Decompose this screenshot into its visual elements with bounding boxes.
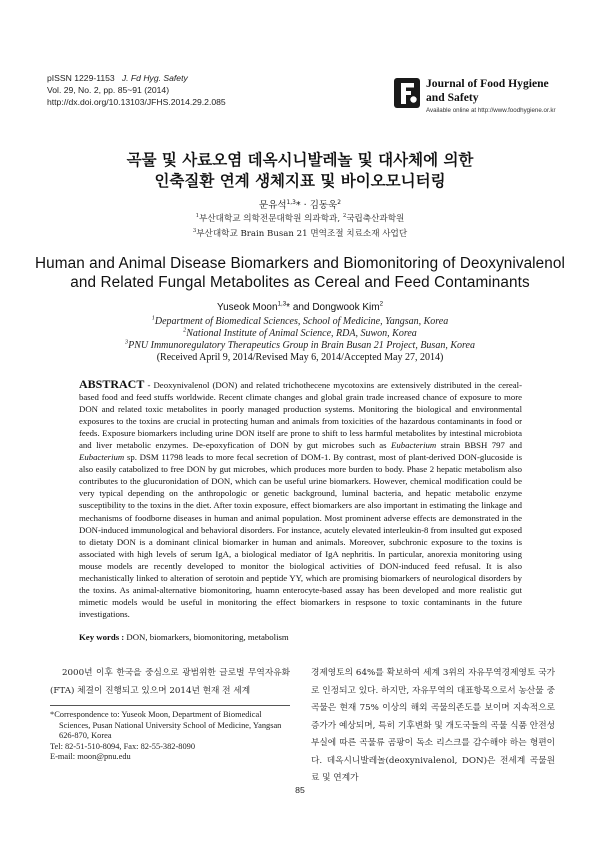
footnote-divider	[50, 705, 290, 706]
body-left-paragraph: 2000년 이후 한국을 중심으로 광범위한 글로벌 무역자유화(FTA) 체결이 진행되고 있으며 2014년 현재 전 세계	[50, 668, 290, 696]
journal-abbrev: J. Fd Hyg. Safety	[121, 73, 188, 83]
journal-brand	[392, 70, 564, 118]
english-affiliation-2: $^2$National Institute of Animal Science, RDA, Suwon, Korea	[183, 326, 417, 339]
journal-logo-icon	[392, 76, 422, 110]
journal-name: Journal of Food Hygiene and Safety	[426, 77, 549, 104]
correspondence-footnote: *Correspondence to: Yuseok Moon, Department of Biomedical Sciences, Pusan National University School of Medicine, Yangsan 626-870, Korea Tel: 82-51-510-8094, Fax: 82-55-382-8090 E-mail: moon@pnu.edu	[50, 710, 290, 763]
abstract: ABSTRACT - Deoxynivalenol (DON) and related trichothecene mycotoxins are extensively distributed in the cereal-based food and feed stuffs worldwide. Recent climate changes and global grain trade increased chance of exposure to more DON and related toxic metabolites in poorly managed production systems. Monitoring the biological and environmental exposures to the toxins are crucial in protecting human and animals from toxicities of the hazardous contaminants in food or feeds. Exposure biomarkers including urine DON itself are prone to shift to less harmful metabolites by intestinal microbiota and liver metabolic enzymes. De-epoxyfication of DON by gut microbes such as Eubacterium strain BBSH 797 and Eubacterium sp. DSM 11798 leads to more fecal secretion of DOM-1. By contrast, most of plant-derived DON-glucoside is also easily catabolized to free DON by gut microbes, which produces more burden to body. Phase 2 hepatic metabolism also contributes to the glucuronidation of DON, which can be useful urine biomarkers. However, chemical modification could be very typical depending on the anthropologic or genetic background, luminal bacteria, and hepatic metabolic enzyme susceptibility to the toxins in the diet. After toxin exposure, effect biomarkers are also important in estimating the linkage and mechanisms of foodborne diseases in human and animal population. Most prominent adverse effects are demonstrated in the DON-induced immunological and behavioral disorders. For instance, acutely elevated interleukin-8 from insulted gut exposed to dietaty DON is a dominant clinical biomarker in human and animals. Moreover, subchronic exposure to the toxins is associated with high levels of serum IgA, a biological mediator of IgA nephritis. In particular, anorexia monitoring using mouse models are recently developed to monitor the biological activities of DON-induced feed refusal. It is also mechanistically linked to alteration of serotoin and peptide YY, which are promising biomarkers of neurological disorders by the toxins. As animal-alternative biomonitoring, huamn enterocyte-based assay has been developed and more realistic gut mimetic models would be useful in monitoring the effect biomarkers in respsone to toxic contaminants in the future investigations.	[79, 377, 522, 619]
received-dates: (Received April 9, 2014/Revised May 6, 2014/Accepted May 27, 2014)	[156, 352, 444, 363]
english-affiliation-1: $^1$Department of Biomedical Sciences, School of Medicine, Yangsan, Korea	[151, 314, 449, 327]
volume-line: Vol. 29, No. 2, pp. 85~91 (2014)	[47, 85, 170, 96]
abstract-label: ABSTRACT	[79, 377, 145, 391]
keywords-label: Key words :	[79, 632, 125, 642]
korean-title-line-2: 인축질환 연계 생체지표 및 바이오모니터링	[154, 172, 446, 190]
english-title-line-2: and Related Fungal Metabolites as Cereal and Feed Contaminants	[70, 274, 530, 291]
english-title-line-1: Human and Animal Disease Biomarkers and Biomonitoring of Deoxynivalenol	[34, 255, 565, 272]
journal-online-link[interactable]: Available online at http://www.foodhygiene.or.kr	[426, 107, 556, 114]
page-number: 85	[295, 785, 305, 795]
korean-affiliation-2: $^3$부산대학교 Brain Busan 21 면역조절 치료소재 사업단	[192, 228, 408, 239]
doi-link[interactable]: http://dx.doi.org/10.13103/JFHS.2014.29.2.085	[47, 97, 226, 108]
keywords: Key words : DON, biomarkers, biomonitoring, metabolism	[79, 632, 289, 642]
issn-line: pISSN 1229-1153 J. Fd Hyg. Safety	[47, 73, 188, 83]
body-right-paragraph: 경제영토의 64%를 확보하여 세계 3위의 자유무역경제영토 국가로 인정되고 있다. 하지만, 자유무역의 대표항목으로서 농산물 중 곡물은 현재 75% 이상의 해외 곡물의존도를 보이며 지속적으로 증가가 예상되며, 특히 기후변화 및 개도국들의 곡물 식품 안전성 부실에 따른 곡물류 곰팡이 독소 리스크를 감수해야 하는 형편이다. 데옥시니발레놀(deoxynivalenol, DON)은 전세계 곡물원료 및 연계가	[311, 668, 555, 783]
korean-title-line-1: 곡물 및 사료오염 데옥시니발레놀 및 대사체에 의한	[126, 151, 474, 169]
english-authors: Yuseok Moon$^{1,3}$* and Dongwook Kim$^2$	[216, 300, 384, 313]
citation-header	[47, 72, 226, 109]
korean-authors: 문유석$^{1,3}$* · 김동욱$^2$	[259, 199, 341, 211]
korean-affiliation-1: $^1$부산대학교 의학전문대학원 의과학과, $^2$국립축산과학원	[195, 213, 405, 224]
contact-email: E-mail: moon@pnu.edu	[50, 752, 131, 762]
english-affiliation-3: $^3$PNU Immunoregulatory Therapeutics Group in Brain Busan 21 Project, Busan, Korea	[125, 338, 475, 351]
